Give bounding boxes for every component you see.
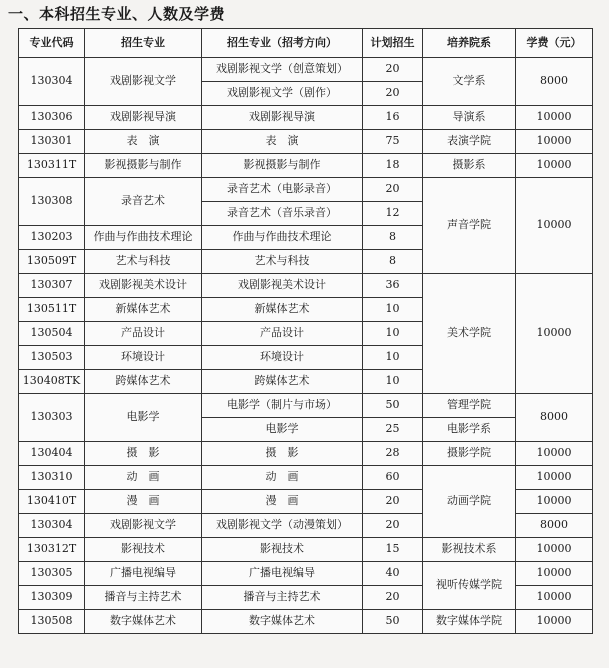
major-cell: 电影学 bbox=[85, 394, 202, 442]
direction-cell: 动 画 bbox=[202, 466, 363, 490]
direction-cell: 数字媒体艺术 bbox=[202, 610, 363, 634]
code-cell: 130301 bbox=[19, 130, 85, 154]
code-cell: 130309 bbox=[19, 586, 85, 610]
plan-cell: 10 bbox=[363, 322, 423, 346]
direction-cell: 戏剧影视文学（创意策划） bbox=[202, 58, 363, 82]
direction-cell: 环境设计 bbox=[202, 346, 363, 370]
table-row bbox=[19, 106, 593, 130]
table-row bbox=[19, 274, 593, 298]
table-row bbox=[19, 154, 593, 178]
dept-cell: 声音学院 bbox=[423, 178, 516, 274]
major-cell: 戏剧影视文学 bbox=[85, 58, 202, 106]
code-cell: 130508 bbox=[19, 610, 85, 634]
table-row bbox=[19, 58, 593, 82]
plan-cell: 8 bbox=[363, 250, 423, 274]
plan-cell: 18 bbox=[363, 154, 423, 178]
table-row bbox=[19, 466, 593, 490]
major-cell: 漫 画 bbox=[85, 490, 202, 514]
table-row bbox=[19, 562, 593, 586]
direction-cell: 新媒体艺术 bbox=[202, 298, 363, 322]
code-cell: 130305 bbox=[19, 562, 85, 586]
code-cell: 130310 bbox=[19, 466, 85, 490]
plan-cell: 20 bbox=[363, 586, 423, 610]
direction-cell: 戏剧影视导演 bbox=[202, 106, 363, 130]
direction-cell: 作曲与作曲技术理论 bbox=[202, 226, 363, 250]
dept-cell: 视听传媒学院 bbox=[423, 562, 516, 610]
table-row bbox=[19, 178, 593, 202]
direction-cell: 录音艺术（电影录音） bbox=[202, 178, 363, 202]
code-cell: 130304 bbox=[19, 58, 85, 106]
code-cell: 130304 bbox=[19, 514, 85, 538]
major-cell: 新媒体艺术 bbox=[85, 298, 202, 322]
code-cell: 130410T bbox=[19, 490, 85, 514]
major-cell: 影视技术 bbox=[85, 538, 202, 562]
fee-cell: 10000 bbox=[516, 490, 593, 514]
dept-cell: 动画学院 bbox=[423, 466, 516, 538]
fee-cell: 10000 bbox=[516, 154, 593, 178]
plan-cell: 15 bbox=[363, 538, 423, 562]
direction-cell: 电影学 bbox=[202, 418, 363, 442]
code-cell: 130511T bbox=[19, 298, 85, 322]
dept-cell: 导演系 bbox=[423, 106, 516, 130]
fee-cell: 10000 bbox=[516, 466, 593, 490]
dept-cell: 影视技术系 bbox=[423, 538, 516, 562]
major-cell: 艺术与科技 bbox=[85, 250, 202, 274]
dept-cell: 数字媒体学院 bbox=[423, 610, 516, 634]
direction-cell: 戏剧影视文学（剧作） bbox=[202, 82, 363, 106]
direction-cell: 戏剧影视文学（动漫策划） bbox=[202, 514, 363, 538]
code-cell: 130303 bbox=[19, 394, 85, 442]
page-title: 一、本科招生专业、人数及学费 bbox=[8, 5, 226, 23]
direction-cell: 漫 画 bbox=[202, 490, 363, 514]
fee-cell: 10000 bbox=[516, 586, 593, 610]
plan-cell: 20 bbox=[363, 514, 423, 538]
dept-cell: 摄影学院 bbox=[423, 442, 516, 466]
plan-cell: 10 bbox=[363, 370, 423, 394]
direction-cell: 影视摄影与制作 bbox=[202, 154, 363, 178]
direction-cell: 产品设计 bbox=[202, 322, 363, 346]
plan-cell: 20 bbox=[363, 178, 423, 202]
code-cell: 130509T bbox=[19, 250, 85, 274]
major-cell: 影视摄影与制作 bbox=[85, 154, 202, 178]
fee-cell: 10000 bbox=[516, 274, 593, 394]
code-cell: 130308 bbox=[19, 178, 85, 226]
fee-cell: 8000 bbox=[516, 514, 593, 538]
direction-cell: 艺术与科技 bbox=[202, 250, 363, 274]
major-cell: 产品设计 bbox=[85, 322, 202, 346]
dept-cell: 管理学院 bbox=[423, 394, 516, 418]
code-cell: 130504 bbox=[19, 322, 85, 346]
header-fee: 学费（元） bbox=[516, 29, 593, 58]
table-row bbox=[19, 442, 593, 466]
code-cell: 130311T bbox=[19, 154, 85, 178]
plan-cell: 20 bbox=[363, 490, 423, 514]
plan-cell: 28 bbox=[363, 442, 423, 466]
fee-cell: 10000 bbox=[516, 610, 593, 634]
dept-cell: 美术学院 bbox=[423, 274, 516, 394]
major-cell: 录音艺术 bbox=[85, 178, 202, 226]
fee-cell: 10000 bbox=[516, 178, 593, 274]
code-cell: 130408TK bbox=[19, 370, 85, 394]
fee-cell: 10000 bbox=[516, 442, 593, 466]
header-dept: 培养院系 bbox=[423, 29, 516, 58]
major-cell: 戏剧影视导演 bbox=[85, 106, 202, 130]
plan-cell: 10 bbox=[363, 346, 423, 370]
code-cell: 130503 bbox=[19, 346, 85, 370]
major-cell: 戏剧影视美术设计 bbox=[85, 274, 202, 298]
plan-cell: 12 bbox=[363, 202, 423, 226]
table-row bbox=[19, 538, 593, 562]
code-cell: 130404 bbox=[19, 442, 85, 466]
fee-cell: 10000 bbox=[516, 538, 593, 562]
direction-cell: 播音与主持艺术 bbox=[202, 586, 363, 610]
major-cell: 动 画 bbox=[85, 466, 202, 490]
direction-cell: 录音艺术（音乐录音） bbox=[202, 202, 363, 226]
major-cell: 摄 影 bbox=[85, 442, 202, 466]
major-cell: 跨媒体艺术 bbox=[85, 370, 202, 394]
fee-cell: 8000 bbox=[516, 58, 593, 106]
major-cell: 播音与主持艺术 bbox=[85, 586, 202, 610]
plan-cell: 25 bbox=[363, 418, 423, 442]
dept-cell: 电影学系 bbox=[423, 418, 516, 442]
header-code: 专业代码 bbox=[19, 29, 85, 58]
fee-cell: 10000 bbox=[516, 130, 593, 154]
plan-cell: 10 bbox=[363, 298, 423, 322]
direction-cell: 跨媒体艺术 bbox=[202, 370, 363, 394]
major-cell: 环境设计 bbox=[85, 346, 202, 370]
major-cell: 广播电视编导 bbox=[85, 562, 202, 586]
plan-cell: 36 bbox=[363, 274, 423, 298]
major-cell: 数字媒体艺术 bbox=[85, 610, 202, 634]
plan-cell: 40 bbox=[363, 562, 423, 586]
plan-cell: 16 bbox=[363, 106, 423, 130]
major-cell: 作曲与作曲技术理论 bbox=[85, 226, 202, 250]
dept-cell: 文学系 bbox=[423, 58, 516, 106]
direction-cell: 摄 影 bbox=[202, 442, 363, 466]
enrollment-table bbox=[18, 28, 593, 634]
fee-cell: 8000 bbox=[516, 394, 593, 442]
code-cell: 130307 bbox=[19, 274, 85, 298]
direction-cell: 戏剧影视美术设计 bbox=[202, 274, 363, 298]
fee-cell: 10000 bbox=[516, 106, 593, 130]
plan-cell: 20 bbox=[363, 82, 423, 106]
code-cell: 130312T bbox=[19, 538, 85, 562]
direction-cell: 广播电视编导 bbox=[202, 562, 363, 586]
fee-cell: 10000 bbox=[516, 562, 593, 586]
plan-cell: 60 bbox=[363, 466, 423, 490]
plan-cell: 20 bbox=[363, 58, 423, 82]
plan-cell: 8 bbox=[363, 226, 423, 250]
dept-cell: 表演学院 bbox=[423, 130, 516, 154]
plan-cell: 50 bbox=[363, 394, 423, 418]
major-cell: 戏剧影视文学 bbox=[85, 514, 202, 538]
header-plan: 计划招生 bbox=[363, 29, 423, 58]
table-row bbox=[19, 394, 593, 418]
direction-cell: 电影学（制片与市场） bbox=[202, 394, 363, 418]
direction-cell: 影视技术 bbox=[202, 538, 363, 562]
header-row bbox=[19, 29, 593, 58]
plan-cell: 75 bbox=[363, 130, 423, 154]
code-cell: 130203 bbox=[19, 226, 85, 250]
table-row bbox=[19, 610, 593, 634]
header-direction: 招生专业（招考方向） bbox=[202, 29, 363, 58]
major-cell: 表 演 bbox=[85, 130, 202, 154]
header-major: 招生专业 bbox=[85, 29, 202, 58]
dept-cell: 摄影系 bbox=[423, 154, 516, 178]
code-cell: 130306 bbox=[19, 106, 85, 130]
plan-cell: 50 bbox=[363, 610, 423, 634]
direction-cell: 表 演 bbox=[202, 130, 363, 154]
table-row bbox=[19, 130, 593, 154]
